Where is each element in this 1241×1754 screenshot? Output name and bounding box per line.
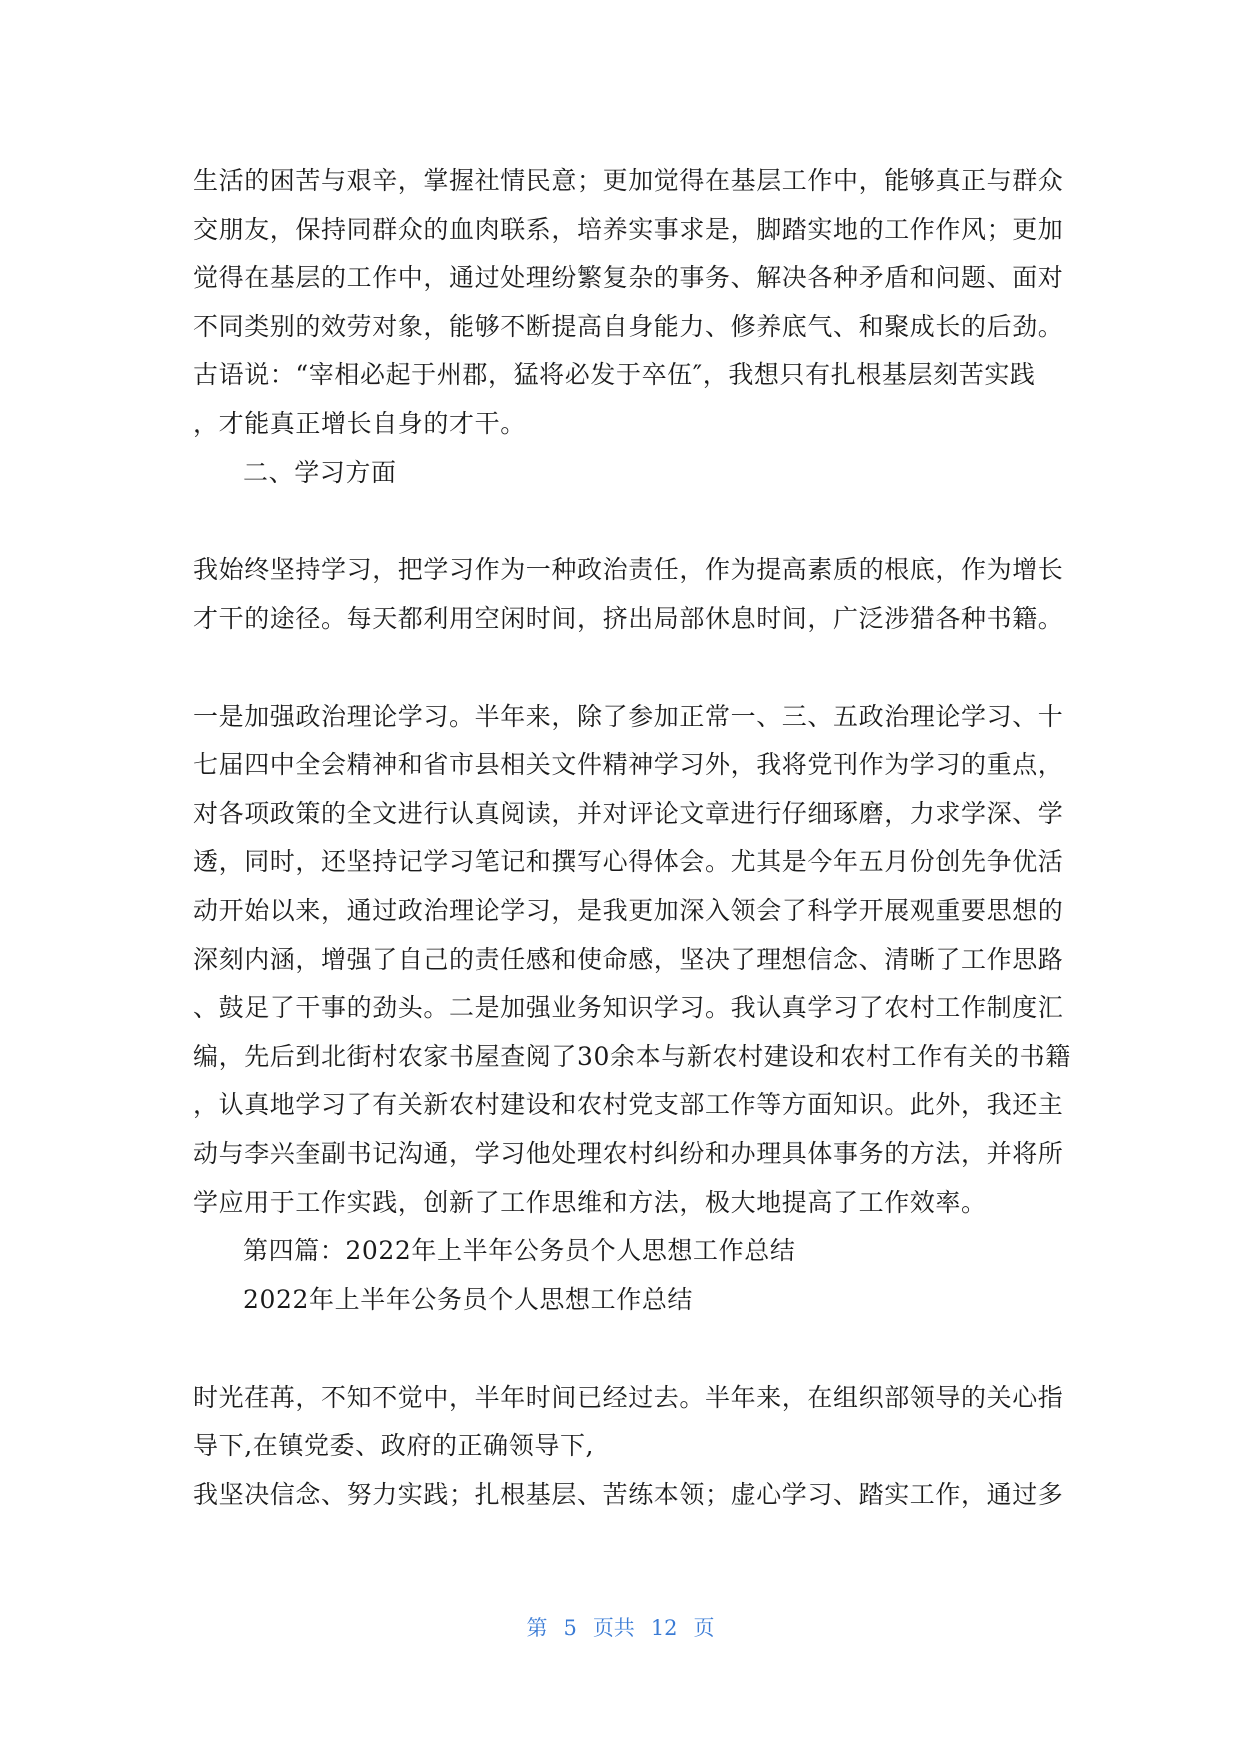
footer-prefix: 第 [526, 1616, 548, 1640]
page-footer [0, 1612, 1241, 1642]
paragraph-line: 动与李兴奎副书记沟通，学习他处理农村纠纷和办理具体事务的方法，并将所 [193, 1139, 1064, 1168]
section-heading: 二、学习方面 [243, 458, 397, 487]
paragraph-line: 对各项政策的全文进行认真阅读，并对评论文章进行仔细琢磨，力求学深、学 [193, 799, 1064, 828]
paragraph-line: 导下,在镇党委、政府的正确领导下, [193, 1431, 595, 1460]
paragraph-line: 生活的困苦与艰辛，掌握社情民意；更加觉得在基层工作中，能够真正与群众 [193, 166, 1064, 195]
paragraph-line: 编，先后到北街村农家书屋查阅了30余本与新农村建设和农村工作有关的书籍 [193, 1042, 1071, 1071]
footer-suffix: 页 [693, 1616, 715, 1640]
paragraph-line: 交朋友，保持同群众的血肉联系，培养实事求是，脚踏实地的工作作风；更加 [193, 215, 1064, 244]
paragraph-line: 古语说：“宰相必起于州郡，猛将必发于卒伍″，我想只有扎根基层刻苦实践 [193, 360, 1036, 389]
paragraph-line: 一是加强政治理论学习。半年来，除了参加正常一、三、五政治理论学习、十 [193, 702, 1064, 731]
footer-middle: 页共 [592, 1616, 635, 1640]
paragraph-line: 、鼓足了干事的劲头。二是加强业务知识学习。我认真学习了农村工作制度汇 [193, 993, 1064, 1022]
paragraph-line: 七届四中全会精神和省市县相关文件精神学习外，我将党刊作为学习的重点， [193, 750, 1064, 779]
paragraph-line: 我始终坚持学习，把学习作为一种政治责任，作为提高素质的根底，作为增长 [193, 555, 1064, 584]
chapter-heading: 第四篇：2022年上半年公务员个人思想工作总结 [243, 1236, 796, 1265]
paragraph-line: ，才能真正增长自身的才干。 [193, 409, 526, 438]
paragraph-line: ，认真地学习了有关新农村建设和农村党支部工作等方面知识。此外，我还主 [193, 1090, 1064, 1119]
paragraph-line: 我坚决信念、努力实践；扎根基层、苦练本领；虚心学习、踏实工作，通过多 [193, 1480, 1064, 1509]
paragraph-line: 不同类别的效劳对象，能够不断提高自身能力、修养底气、和聚成长的后劲。 [193, 312, 1064, 341]
paragraph-line: 才干的途径。每天都利用空闲时间，挤出局部休息时间，广泛涉猎各种书籍。 [193, 604, 1064, 633]
document-title: 2022年上半年公务员个人思想工作总结 [243, 1285, 694, 1314]
paragraph-line: 深刻内涵，增强了自己的责任感和使命感，坚决了理想信念、清晰了工作思路 [193, 945, 1064, 974]
paragraph-line: 动开始以来，通过政治理论学习，是我更加深入领会了科学开展观重要思想的 [193, 896, 1064, 925]
paragraph-line: 学应用于工作实践，创新了工作思维和方法，极大地提高了工作效率。 [193, 1188, 987, 1217]
paragraph-line: 时光荏苒，不知不觉中，半年时间已经过去。半年来，在组织部领导的关心指 [193, 1383, 1064, 1412]
total-page-count: 12 [650, 1616, 678, 1640]
paragraph-line: 透，同时，还坚持记学习笔记和撰写心得体会。尤其是今年五月份创先争优活 [193, 847, 1064, 876]
paragraph-line: 觉得在基层的工作中，通过处理纷繁复杂的事务、解决各种矛盾和问题、面对 [193, 263, 1064, 292]
current-page-number: 5 [563, 1616, 577, 1640]
